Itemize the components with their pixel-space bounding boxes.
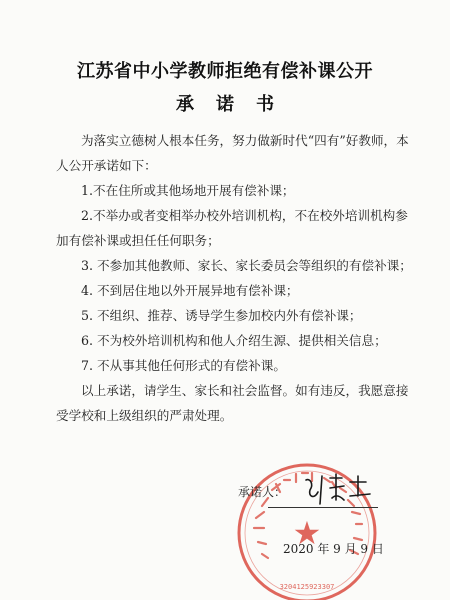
pledge-item-5: 5. 不组织、推荐、诱导学生参加校内外有偿补课； (81, 308, 362, 323)
pledge-item-7: 7. 不从事其他任何形式的有偿补课。 (81, 358, 286, 373)
document-subtitle: 承诺书 (176, 94, 296, 115)
seal-star-icon: ★ (292, 514, 322, 552)
signatory-label: 承诺人： (238, 485, 287, 499)
document-title: 江苏省中小学教师拒绝有偿补课公开 (77, 61, 373, 82)
seal-id-number: 3204125923307 (279, 583, 335, 591)
closing-paragraph: 以上承诺，请学生、家长和社会监督。如有违反，我愿意接受学校和上级组织的严肃处理。 (56, 383, 409, 423)
pledge-item-2: 2.不举办或者变相举办校外培训机构，不在校外培训机构参加有偿补课或担任任何职务； (56, 208, 408, 248)
pledge-item-1: 1.不在住所或其他场地开展有偿补课； (81, 183, 295, 198)
date-line: 2020 年 9 月 9 日 (283, 542, 384, 556)
document-body (56, 128, 412, 428)
pledge-item-4: 4. 不到居住地以外开展异地有偿补课； (81, 283, 299, 298)
intro-paragraph: 为落实立德树人根本任务，努力做新时代“四有”好教师，本人公开承诺如下： (56, 133, 409, 173)
pledge-item-6: 6. 不为校外培训机构和他人介绍生源、提供相关信息； (81, 333, 387, 348)
handwritten-signature (300, 470, 380, 510)
pledge-item-3: 3. 不参加其他教师、家长、家长委员会等组织的有偿补课； (81, 258, 412, 273)
